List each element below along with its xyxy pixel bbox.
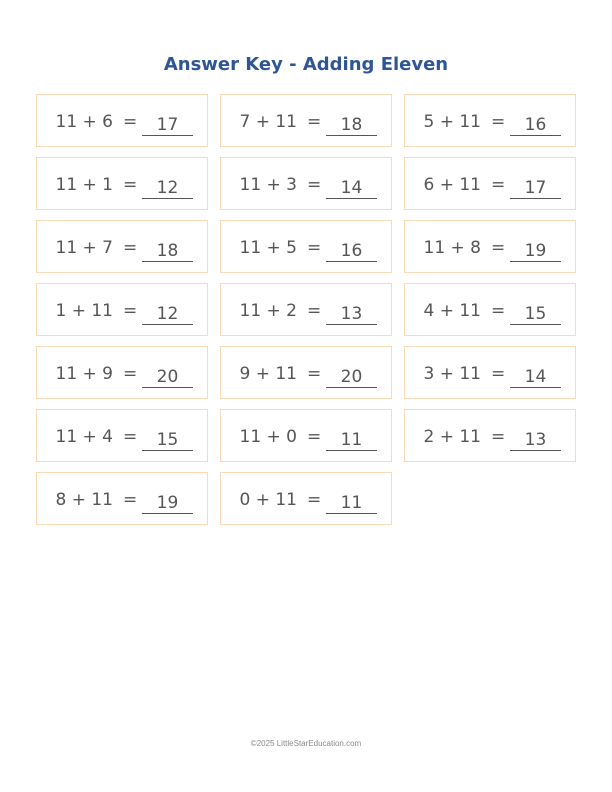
- problem-expression: 0 + 11: [239, 490, 297, 510]
- problem-card: [36, 472, 208, 525]
- answer-value: 13: [326, 304, 377, 325]
- problem-card: [404, 346, 576, 399]
- equals-sign: =: [307, 175, 322, 195]
- problem-card: [220, 157, 392, 210]
- problem-expression: 1 + 11: [55, 301, 113, 321]
- equals-sign: =: [123, 364, 138, 384]
- problem-expression: 9 + 11: [239, 364, 297, 384]
- problem-card: [404, 220, 576, 273]
- equals-sign: =: [491, 238, 506, 258]
- problem-expression: 8 + 11: [55, 490, 113, 510]
- problem-expression: 11 + 7: [55, 238, 113, 258]
- problem-expression: 11 + 1: [55, 175, 113, 195]
- answer-value: 18: [142, 241, 193, 262]
- problem-card: [220, 346, 392, 399]
- page-title: Answer Key - Adding Eleven: [163, 54, 449, 75]
- copyright-footer: ©2025 LittleStarEducation.com: [250, 739, 362, 748]
- problem-expression: 7 + 11: [239, 112, 297, 132]
- problem-card: [404, 283, 576, 336]
- answer-value: 20: [142, 367, 193, 388]
- equals-sign: =: [123, 301, 138, 321]
- problem-card: [220, 472, 392, 525]
- problem-card: [36, 283, 208, 336]
- answer-value: 19: [142, 493, 193, 514]
- problem-expression: 3 + 11: [423, 364, 481, 384]
- problem-expression: 11 + 9: [55, 364, 113, 384]
- answer-value: 11: [326, 493, 377, 514]
- answer-value: 13: [510, 430, 561, 451]
- problem-expression: 11 + 5: [239, 238, 297, 258]
- problem-card: [220, 283, 392, 336]
- problem-card: [36, 346, 208, 399]
- answer-value: 14: [326, 178, 377, 199]
- equals-sign: =: [123, 427, 138, 447]
- problem-card: [404, 94, 576, 147]
- answer-value: 12: [142, 178, 193, 199]
- equals-sign: =: [123, 490, 138, 510]
- equals-sign: =: [307, 112, 322, 132]
- equals-sign: =: [491, 427, 506, 447]
- equals-sign: =: [307, 301, 322, 321]
- equals-sign: =: [123, 175, 138, 195]
- equals-sign: =: [307, 427, 322, 447]
- problem-expression: 11 + 0: [239, 427, 297, 447]
- problem-grid: [36, 94, 576, 525]
- problem-expression: 6 + 11: [423, 175, 481, 195]
- problem-card: [36, 220, 208, 273]
- problem-expression: 11 + 4: [55, 427, 113, 447]
- problem-card: [220, 94, 392, 147]
- problem-card: [220, 220, 392, 273]
- problem-card: [404, 157, 576, 210]
- answer-value: 17: [510, 178, 561, 199]
- answer-value: 15: [142, 430, 193, 451]
- problem-expression: 2 + 11: [423, 427, 481, 447]
- equals-sign: =: [491, 301, 506, 321]
- problem-expression: 11 + 3: [239, 175, 297, 195]
- equals-sign: =: [123, 112, 138, 132]
- answer-value: 20: [326, 367, 377, 388]
- answer-value: 17: [142, 115, 193, 136]
- equals-sign: =: [307, 364, 322, 384]
- answer-value: 11: [326, 430, 377, 451]
- problem-expression: 11 + 6: [55, 112, 113, 132]
- answer-value: 15: [510, 304, 561, 325]
- answer-value: 18: [326, 115, 377, 136]
- answer-value: 14: [510, 367, 561, 388]
- answer-value: 16: [510, 115, 561, 136]
- equals-sign: =: [491, 364, 506, 384]
- problem-expression: 11 + 2: [239, 301, 297, 321]
- equals-sign: =: [307, 238, 322, 258]
- equals-sign: =: [123, 238, 138, 258]
- answer-value: 16: [326, 241, 377, 262]
- equals-sign: =: [491, 175, 506, 195]
- problem-card: [36, 94, 208, 147]
- problem-card: [220, 409, 392, 462]
- problem-card: [36, 409, 208, 462]
- problem-card: [36, 157, 208, 210]
- problem-expression: 5 + 11: [423, 112, 481, 132]
- equals-sign: =: [307, 490, 322, 510]
- problem-expression: 4 + 11: [423, 301, 481, 321]
- problem-card: [404, 409, 576, 462]
- problem-expression: 11 + 8: [423, 238, 481, 258]
- equals-sign: =: [491, 112, 506, 132]
- answer-value: 19: [510, 241, 561, 262]
- answer-value: 12: [142, 304, 193, 325]
